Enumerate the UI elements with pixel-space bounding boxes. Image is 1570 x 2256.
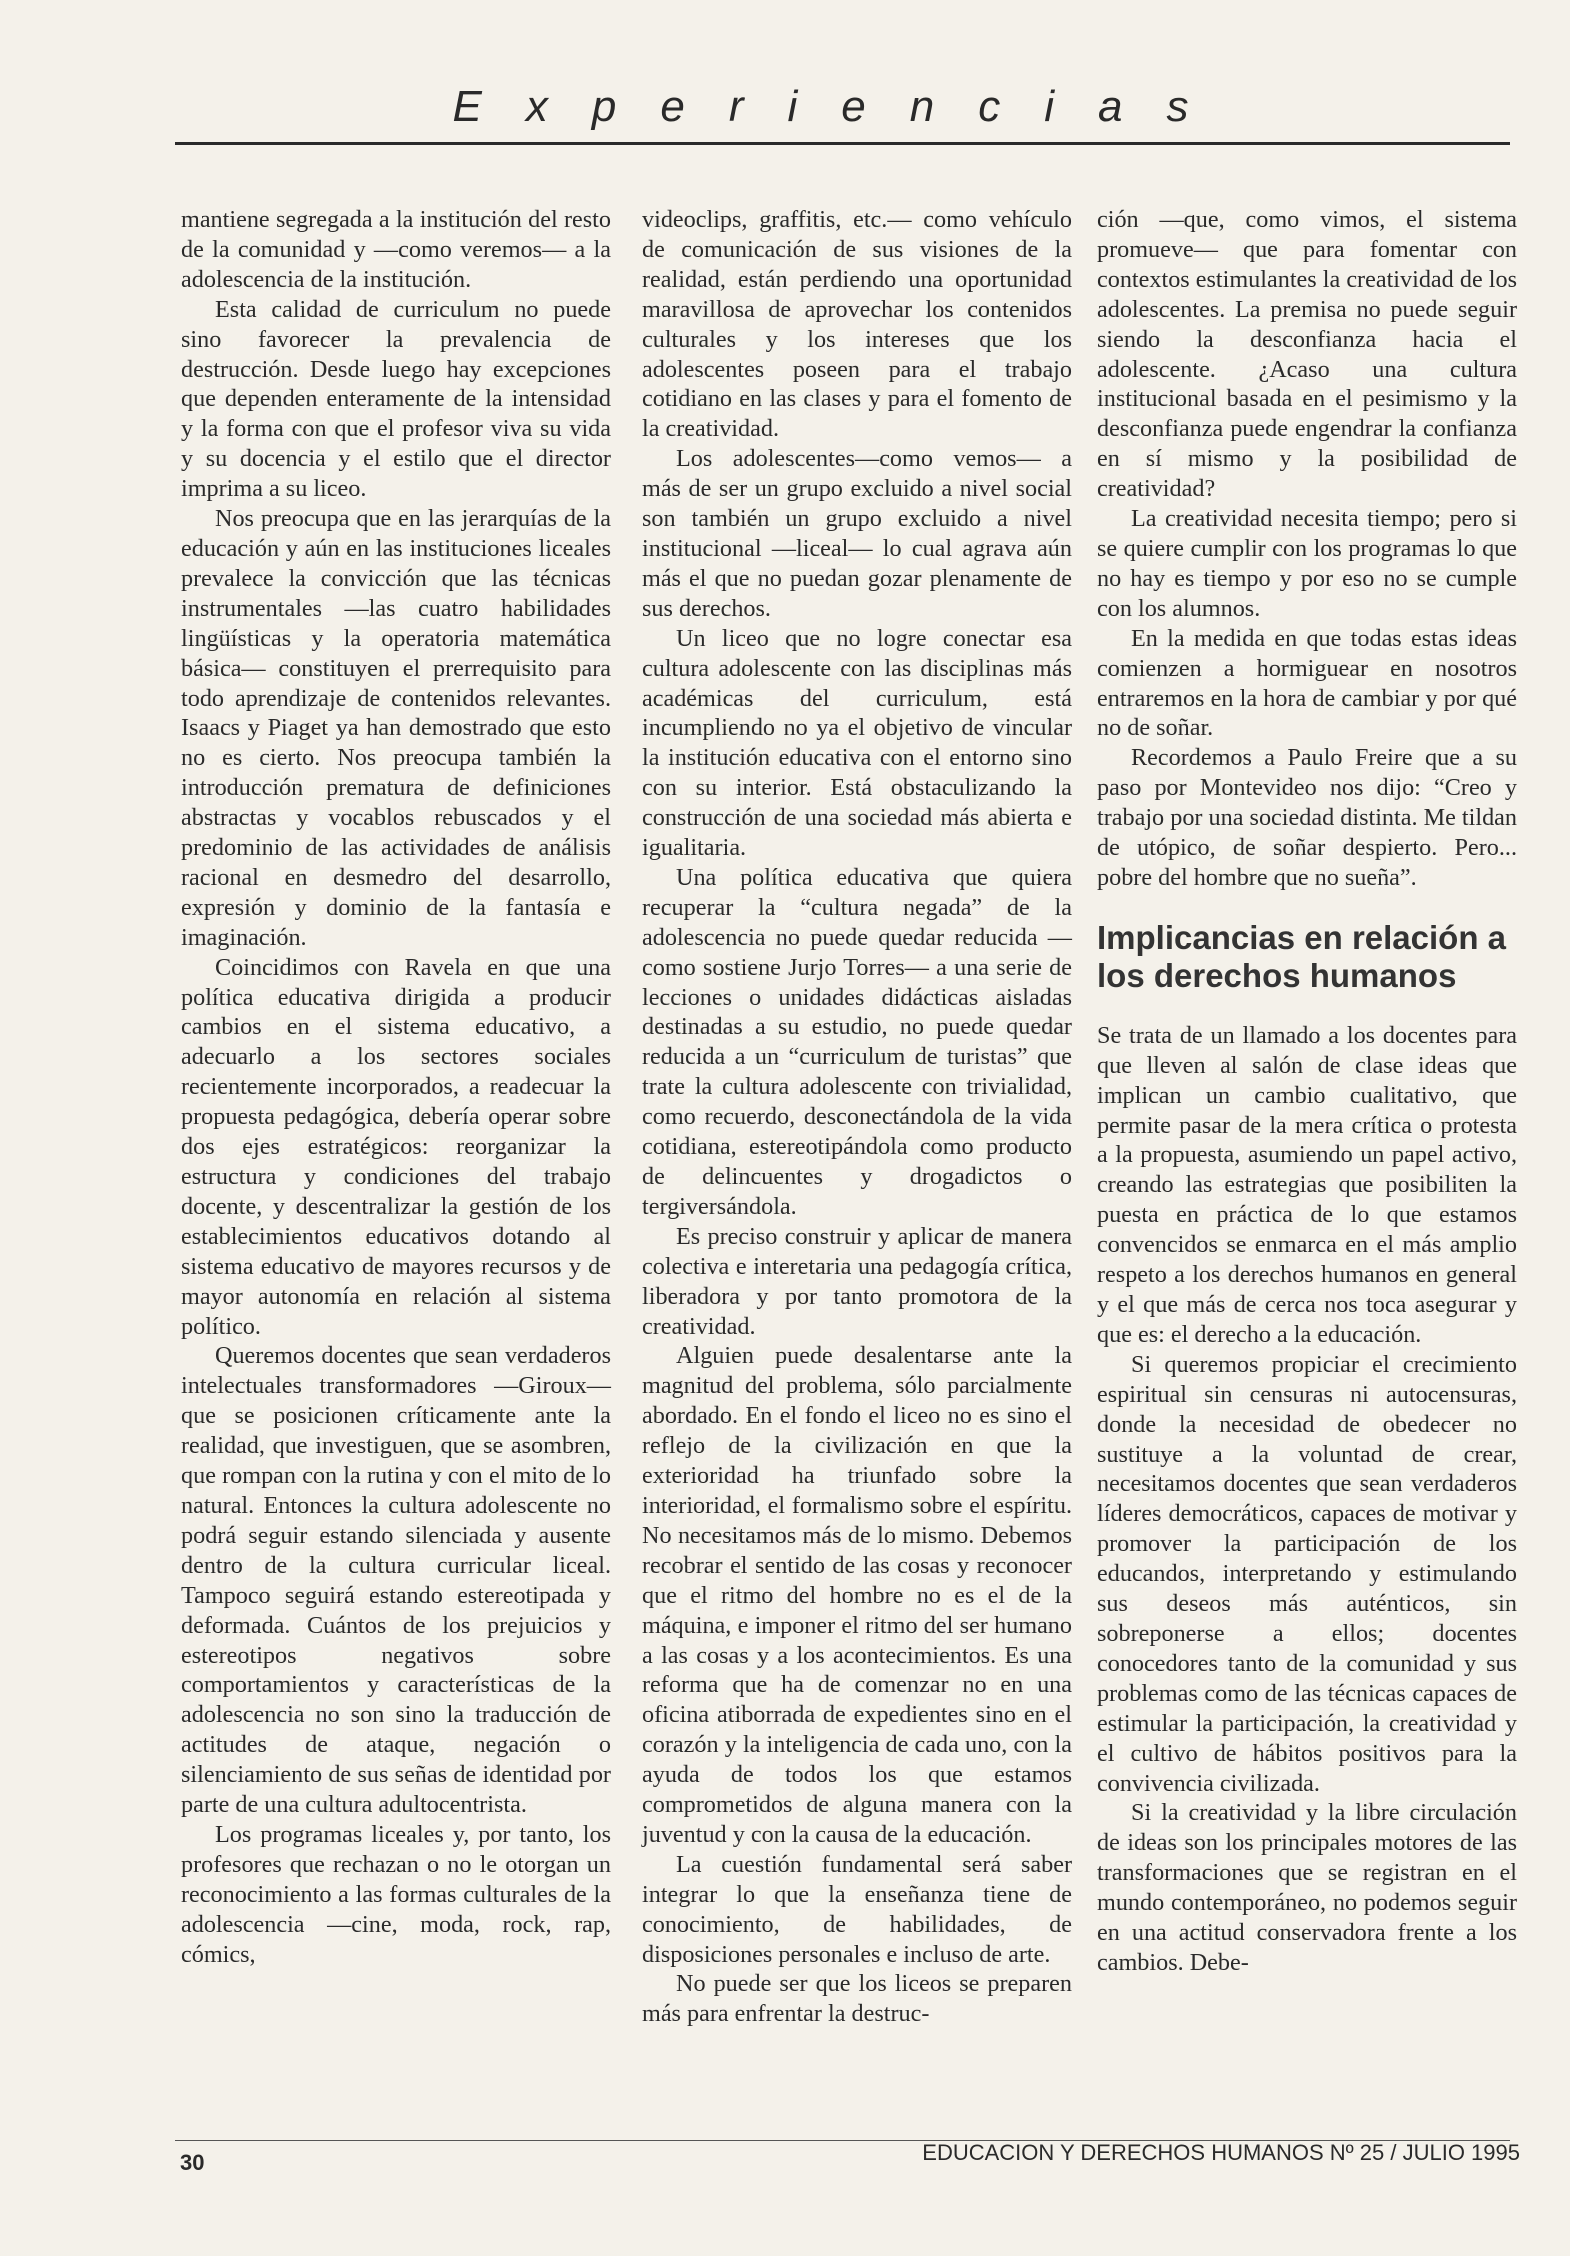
page-number: 30 — [180, 2150, 205, 2175]
column-3 — [1097, 205, 1517, 1978]
paragraph: Alguien puede desalentarse ante la magnitud del problema, sólo parcialmente abordado. En el fondo el liceo no es sino el reflejo de la civilización en que la exterioridad ha triunfado sobre la interioridad, el formalismo sobre el espíritu. No necesitamos más de lo mismo. Debemos recobrar el sentido de las cosas y reconocer que el ritmo del hombre no es el de la máquina, e imponer el ritmo del ser humano a las cosas y a los acontecimientos. Es una reforma que ha de comenzar no en una oficina atiborrada de expedientes sino en el corazón y la inteligencia de cada uno, con la ayuda de todos los que estamos comprometidos de alguna manera con la juventud y con la causa de la educación. — [642, 1342, 1072, 1848]
header-rule — [175, 142, 1510, 145]
paragraph: La cuestión fundamental será saber integrar lo que la enseñanza tiene de conocimiento, de habilidades, de disposiciones personales e incluso de arte. — [642, 1850, 1072, 1968]
paragraph: Coincidimos con Ravela en que una política educativa dirigida a producir cambios en el sistema educativo, a adecuarlo a los sectores sociales recientemente incorporados, a readecuar la propuesta pedagógica, debería operar sobre dos ejes estratégicos: reorganizar la estructura y condiciones del trabajo docente, y descentralizar la gestión de los establecimientos educativos dotando al sistema educativo de mayores recursos y de mayor autonomía en relación al sistema político. — [181, 953, 611, 1340]
paragraph: No puede ser que los liceos se preparen más para enfrentar la destruc- — [642, 1970, 1072, 2028]
paragraph: Si la creatividad y la libre circulación de ideas son los principales motores de las transformaciones que se registran en el mundo contemporáneo, no podemos seguir en una actitud conservadora frente a los cambios. Debe- — [1097, 1799, 1517, 1976]
paragraph: videoclips, graffitis, etc.— como vehículo de comunicación de sus visiones de la realidad, están perdiendo una oportunidad maravillosa de aprovechar los contenidos culturales y los intereses que los adolescentes poseen para el trabajo cotidiano en las clases y para el fomento de la creatividad. — [642, 206, 1072, 443]
paragraph: ción —que, como vimos, el sistema promueve— que para fomentar con contextos estimulantes la creatividad de los adolescentes. La premisa no puede seguir siendo la desconfianza hacia el adolescente. ¿Acaso una cultura institucional basada en el pesimismo y la desconfianza puede engendrar la confianza en sí mismo y la posibilidad de creatividad? — [1097, 206, 1517, 503]
publication-footer: EDUCACION Y DERECHOS HUMANOS Nº 25 / JULIO 1995 — [922, 2140, 1520, 2165]
paragraph: La creatividad necesita tiempo; pero si se quiere cumplir con los programas lo que no hay es tiempo y por eso no se cumple con los alumnos. — [1097, 505, 1517, 622]
paragraph: Una política educativa que quiera recuperar la “cultura negada” de la adolescencia no puede quedar reducida —como sostiene Jurjo Torres— a una serie de lecciones o unidades didácticas aisladas destinadas a su estudio, no puede quedar reducida a un “curriculum de turistas” que trate la cultura adolescente con trivialidad, como recuerdo, desconectándola de la vida cotidiana, estereotipándola como producto de delincuentes y drogadictos o tergiversándola. — [642, 863, 1072, 1220]
paragraph: En la medida en que todas estas ideas comienzen a hormiguear en nosotros entraremos en la hora de cambiar y por qué no de soñar. — [1097, 624, 1517, 742]
paragraph: Nos preocupa que en las jerarquías de la educación y aún en las instituciones liceales prevalece la convicción que las técnicas instrumentales —las cuatro habilidades lingüísticas y la operatoria matemática básica— constituyen el prerrequisito para todo aprendizaje de contenidos relevantes. Isaacs y Piaget ya han demostrado que esto no es cierto. Nos preocupa también la introducción prematura de definiciones abstractas y vocablos rebuscados y el predominio de las actividades de análisis racional en desmedro del desarrollo, expresión y dominio de la fantasía e imaginación. — [181, 505, 611, 951]
paragraph: Se trata de un llamado a los docentes para que lleven al salón de clase ideas que implican un cambio cualitativo, que permite pasar de la mera crítica o protesta a la propuesta, asumiendo un papel activo, creando las estrategias que posibiliten la puesta en práctica de lo que estamos convencidos se enmarca en el más amplio respeto a los derechos humanos en general y el que más de cerca nos toca asegurar y que es: el derecho a la educación. — [1097, 1021, 1517, 1348]
paragraph: Es preciso construir y aplicar de manera colectiva e interetaria una pedagogía crítica, liberadora y por tanto promotora de la creatividad. — [642, 1222, 1072, 1340]
column-2 — [642, 205, 1072, 2029]
paragraph: Esta calidad de curriculum no puede sino favorecer la prevalencia de destrucción. Desde luego hay excepciones que dependen enteramente de la intensidad y la forma con que el profesor viva su vida y su docencia y el estilo que el director imprima a su liceo. — [181, 295, 611, 503]
paragraph: Los programas liceales y, por tanto, los profesores que rechazan o no le otorgan un reconocimiento a las formas culturales de la adolescencia —cine, moda, rock, rap, cómics, — [181, 1820, 611, 1968]
section-title: Experiencias — [452, 82, 1233, 131]
paragraph: Si queremos propiciar el crecimiento espiritual sin censuras ni autocensuras, donde la necesidad de obedecer no sustituye a la voluntad de crear, necesitamos docentes que sean verdaderos líderes democráticos, capaces de motivar y promover la participación de los educandos, interpretando y estimulando sus deseos más auténticos, sin sobreponerse a ellos; docentes conocedores tanto de la comunidad y sus problemas como de las técnicas capaces de estimular la participación, la creatividad y el cultivo de hábitos positivos para la convivencia civilizada. — [1097, 1350, 1517, 1797]
paragraph: Queremos docentes que sean verdaderos intelectuales transformadores —Giroux— que se posicionen críticamente ante la realidad, que investiguen, que se asombren, que rompan con la rutina y con el mito de lo natural. Entonces la cultura adolescente no podrá seguir estando silenciada y ausente dentro de la cultura curricular liceal. Tampoco seguirá estando estereotipada y deformada. Cuántos de los prejuicios y estereotipos negativos sobre comportamientos y características de la adolescencia no son sino la traducción de actitudes de ataque, negación o silenciamiento de sus señas de identidad por parte de una cultura adultocentrista. — [181, 1342, 611, 1819]
paragraph: Recordemos a Paulo Freire que a su paso por Montevideo nos dijo: “Creo y trabajo por una sociedad distinta. Me tildan de utópico, de soñar despierto. Pero... pobre del hombre que no sueña”. — [1097, 744, 1517, 891]
page-header — [175, 78, 1510, 148]
paragraph: mantiene segregada a la institución del resto de la comunidad y —como veremos— a la adolescencia de la institución. — [181, 206, 611, 293]
paragraph: Los adolescentes—como vemos— a más de ser un grupo excluido a nivel social son también un grupo excluido a nivel institucional —liceal— lo cual agrava aún más el que no puedan gozar plenamente de sus derechos. — [642, 445, 1072, 622]
paragraph: Un liceo que no logre conectar esa cultura adolescente con las disciplinas más académicas del curriculum, está incumpliendo no ya el objetivo de vincular la institución educativa con el entorno sino con su interior. Está obstaculizando la construcción de una sociedad más abierta e igualitaria. — [642, 624, 1072, 862]
section-subheading: Implicancias en relación a los derechos humanos — [1097, 918, 1507, 994]
column-1 — [181, 205, 611, 1969]
